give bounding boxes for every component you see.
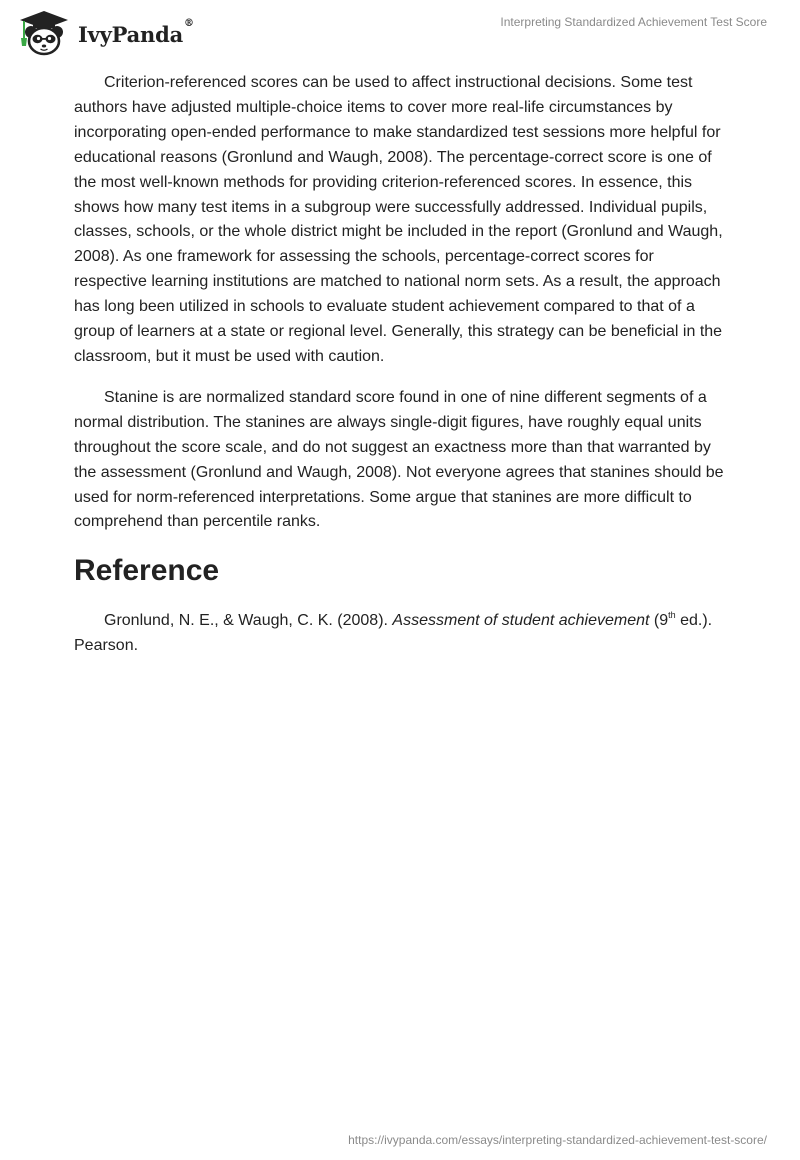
document-title: Interpreting Standardized Achievement Test Score xyxy=(500,15,767,29)
body-paragraph-criterion: Criterion-referenced scores can be used to affect instructional decisions. Some test authors have adjusted multiple-choice items to cover more real-life circumstances by incorporating open-ended performance to make standardized test sessions more helpful for educational reasons (Gronlund and Waugh, 2008). The percentage-correct score is one of the most well-known methods for providing criterion-referenced scores. In essence, this shows how many test items in a subgroup were successfully addressed. Individual pupils, classes, schools, or the whole district might be included in the report (Gronlund and Waugh, 2008). As one framework for assessing the schools, percentage-correct scores for respective learning institutions are matched to national norm sets. As a result, the approach has long been utilized in schools to evaluate student achievement compared to that of a group of learners at a state or regional level. Generally, this strategy can be beneficial in the classroom, but it must be used with caution. xyxy=(74,74,723,365)
page-header xyxy=(0,0,800,70)
brand-name xyxy=(78,17,194,47)
essay-content xyxy=(74,71,726,659)
panda-graduate-icon xyxy=(15,8,73,56)
registered-mark: ® xyxy=(184,17,194,29)
reference-title: Assessment of student achievement xyxy=(392,612,650,630)
source-url-link[interactable]: https://ivypanda.com/essays/interpreting-standardized-achievement-test-score/ xyxy=(348,1133,767,1147)
reference-heading: Reference xyxy=(74,554,220,588)
reference-edition-sup: th xyxy=(668,609,676,620)
brand-text: IvyPanda xyxy=(78,21,184,47)
reference-edition-open: (9 xyxy=(649,612,669,630)
reference-entry xyxy=(74,609,726,659)
reference-authors: Gronlund, N. E., & Waugh, C. K. (2008). xyxy=(104,612,393,630)
body-paragraph-stanine: Stanine is are normalized standard score found in one of nine different segments of a normal distribution. The stanines are always single-digit figures, have roughly equal units throughout the score scale, and do not suggest an exactness more than that warranted by the assessment (Gronlund and Waugh, 2008). Not everyone agrees that stanines should be used for norm-referenced interpretations. Some argue that stanines are more difficult to comprehend than percentile ranks. xyxy=(74,388,724,531)
reference-edition-close: ed.). Pearson. xyxy=(74,612,713,655)
ivypanda-logo[interactable] xyxy=(15,8,194,56)
